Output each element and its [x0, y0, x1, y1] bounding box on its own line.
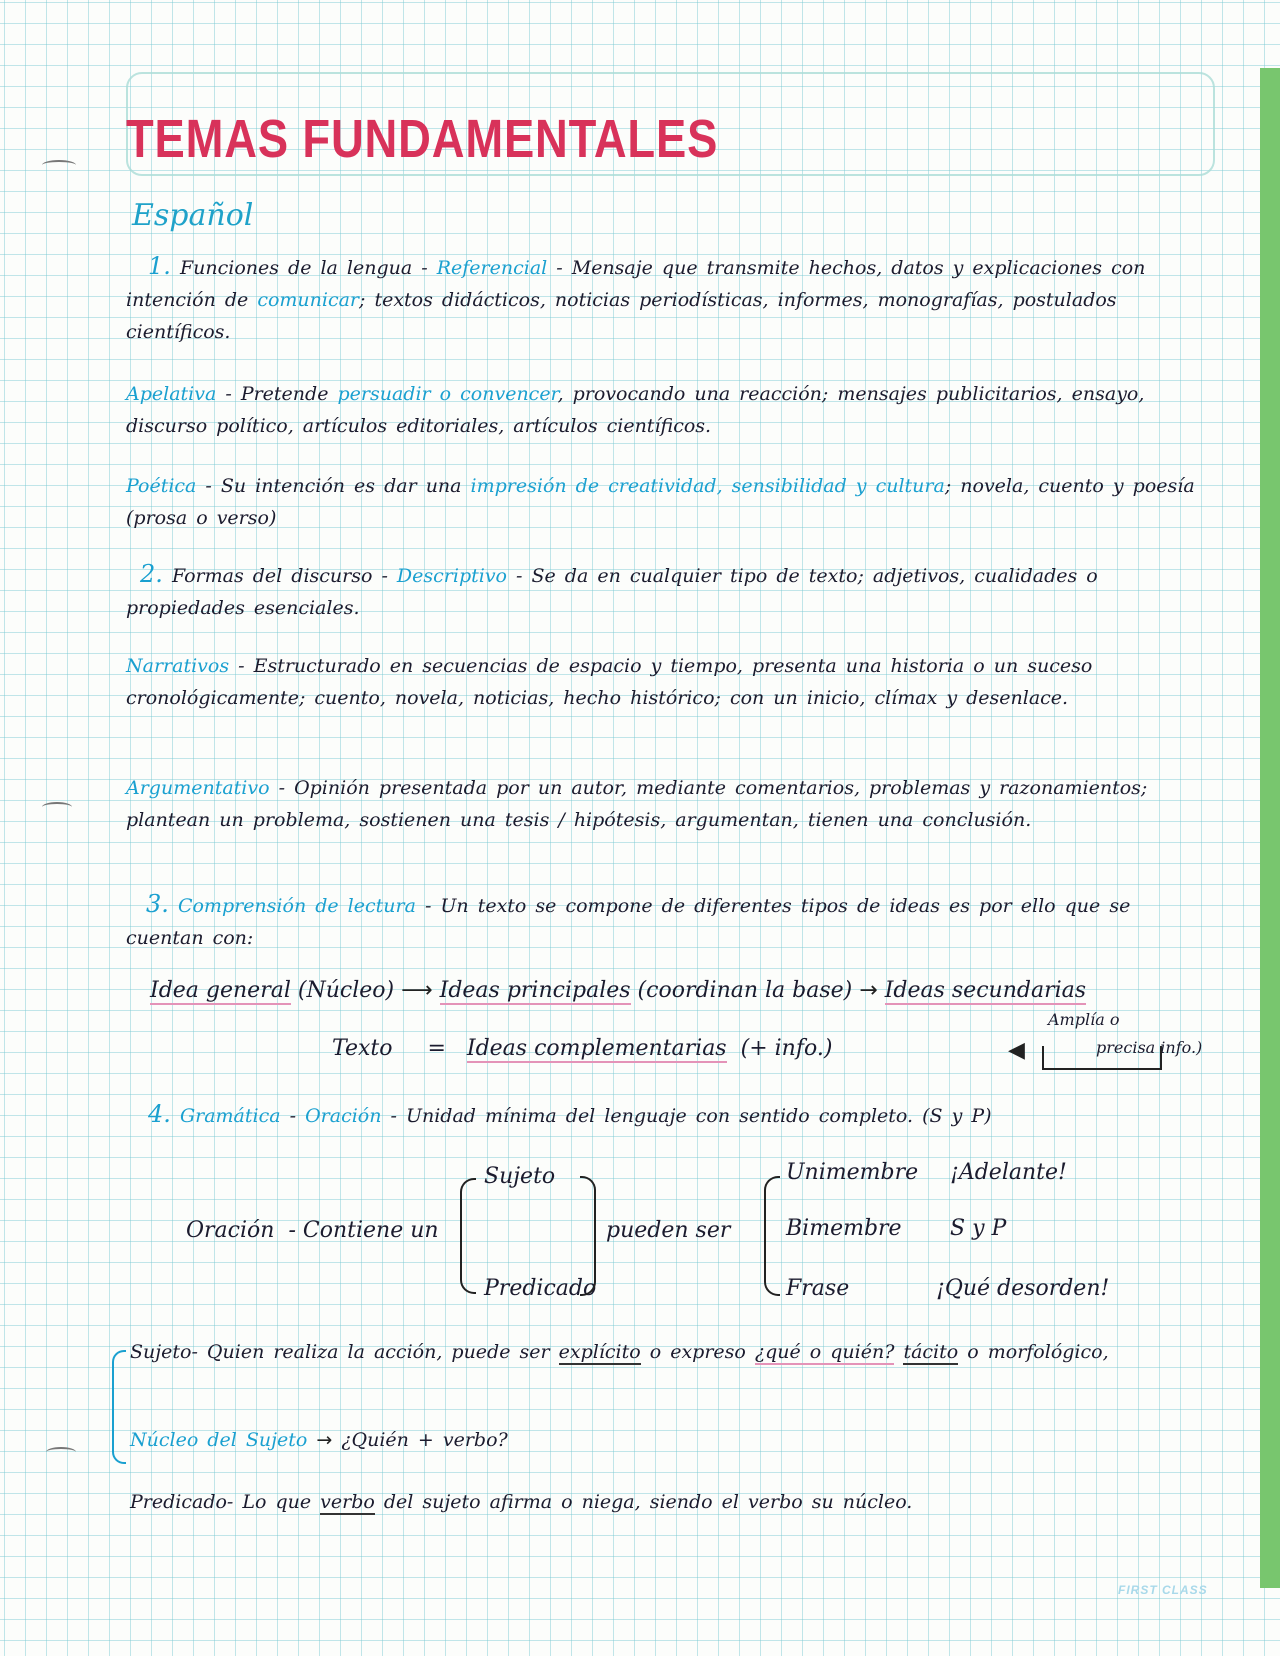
ideas-secundarias: Ideas secundarias	[884, 978, 1087, 1003]
descriptivo-text: Se da en cualquier tipo de texto; adjetivos, cualidades o propiedades esenciales.	[126, 565, 1098, 619]
type-bimembre: Bimembre	[786, 1216, 902, 1241]
morfologico-text: o morfológico,	[958, 1341, 1109, 1363]
paragraph-comprension: 3. Comprensión de lectura - Un texto se compone de diferentes tipos de ideas es por ello que se cuentan con:	[126, 890, 1131, 949]
subject-heading: Español	[132, 198, 254, 233]
poetica-examples: ; novela, cuento y poesía (prosa o verso)	[126, 475, 1195, 529]
paragraph-gramatica: 4. Gramática - Oración - Unidad mínima del lenguaje con sentido completo. (S y P)	[148, 1100, 992, 1128]
example-frase: ¡Qué desorden!	[936, 1276, 1110, 1301]
argumentativo-text: Opinión presentada por un autor, mediante comentarios, problemas y razonamientos; plantean un problema, sostienen una tesis / hipótesis, argumentan, tienen una conclusión.	[126, 777, 1148, 831]
equals-sign: =	[427, 1036, 446, 1061]
connector-bracket	[1042, 1046, 1162, 1070]
texto-label: Texto	[332, 1036, 393, 1061]
contiene-label: - Contiene un	[288, 1218, 439, 1243]
paragraph-referencial: 1. Funciones de la lengua - Referencial - Mensaje que transmite hechos, datos y explicaciones con intención de comunicar; textos didácticos, noticias periodísticas, informes, monografías, postulados científicos.	[126, 252, 1146, 343]
side-brace	[112, 1350, 126, 1464]
oracion-definition: Unidad mínima del lenguaje con sentido completo.	[405, 1105, 914, 1127]
term-argumentativo: Argumentativo	[126, 777, 270, 799]
arrow-right-icon: →	[859, 978, 878, 1003]
pueden-ser-label: pueden ser	[606, 1218, 731, 1243]
sujeto-text: - Quien realiza la acción, puede ser	[191, 1341, 559, 1363]
mas-info-label: (+ info.)	[740, 1036, 833, 1061]
paragraph-predicado	[130, 1486, 1210, 1518]
paragraph-descriptivo: 2. Formas del discurso - Descriptivo - Se da en cualquier tipo de texto; adjetivos, cualidades o propiedades esenciales.	[126, 560, 1098, 619]
verbo-word: verbo	[320, 1491, 375, 1513]
highlight-comunicar: comunicar	[257, 289, 360, 311]
highlight-creatividad: impresión de creatividad, sensibilidad y cultura	[470, 475, 945, 497]
brace-left	[460, 1178, 476, 1294]
paragraph-poetica: Poética - Su intención es dar una impresión de creatividad, sensibilidad y cultura; novela, cuento y poesía (prosa o verso)	[126, 475, 1195, 529]
sujeto-node: Sujeto	[484, 1164, 556, 1189]
ideas-complementarias: Ideas complementarias	[466, 1036, 727, 1061]
tacito-word: tácito	[903, 1341, 959, 1363]
expreso-text: o expreso	[640, 1341, 755, 1363]
notebook-brand: FIRST CLASS	[1118, 1583, 1208, 1597]
nucleo-label: (Núcleo)	[297, 978, 395, 1003]
type-frase: Frase	[786, 1276, 850, 1301]
idea-general: Idea general	[150, 978, 291, 1003]
term-sujeto: Sujeto	[130, 1341, 192, 1363]
ideas-principales: Ideas principales	[439, 978, 631, 1003]
poetica-text: Su intención es dar una	[220, 475, 471, 497]
binder-hole-mark	[46, 1447, 76, 1457]
ideas-row-1	[150, 978, 1086, 1003]
paragraph-apelativa: Apelativa - Pretende persuadir o convencer, provocando una reacción; mensajes publicitarios, ensayo, discurso político, artículos editoriales, artículos científicos.	[126, 383, 1145, 437]
oracion-node: Oración	[186, 1218, 275, 1243]
arrow-right-icon: →	[316, 1429, 333, 1451]
term-oracion: Oración	[305, 1105, 382, 1127]
amplia-note-line1: Amplía o	[1048, 1010, 1120, 1029]
section-heading: Formas del discurso	[171, 565, 373, 587]
question-que-quien: ¿qué o quién?	[754, 1341, 895, 1363]
arrow-left-icon: ◀	[1008, 1038, 1025, 1063]
predicado-node: Predicado	[484, 1276, 597, 1301]
predicado-text: - Lo que	[226, 1491, 321, 1513]
section-number: 1.	[148, 252, 171, 280]
example-bimembre: S y P	[950, 1216, 1007, 1241]
term-descriptivo: Descriptivo	[396, 565, 507, 587]
term-narrativos: Narrativos	[126, 655, 230, 677]
section-heading: Funciones de la lengua	[179, 257, 413, 279]
comprension-intro: Un texto se compone de diferentes tipos de ideas es por ello que se cuentan con:	[126, 895, 1131, 949]
brace-right	[580, 1176, 596, 1296]
binder-hole-mark	[42, 802, 72, 812]
term-apelativa: Apelativa	[126, 383, 217, 405]
paragraph-sujeto	[130, 1336, 1206, 1368]
coordinan-label: (coordinan la base)	[637, 978, 853, 1003]
term-referencial: Referencial	[436, 257, 548, 279]
term-predicado: Predicado	[130, 1491, 227, 1513]
example-unimembre: ¡Adelante!	[950, 1160, 1067, 1185]
referencial-examples: ; textos didácticos, noticias periodísticas, informes, monografías, postulados científicos.	[126, 289, 1117, 343]
paragraph-narrativos: Narrativos - Estructurado en secuencias de espacio y tiempo, presenta una historia o un suceso cronológicamente; cuento, novela, noticias, hecho histórico; con un inicio, clímax y desenlace.	[126, 655, 1093, 709]
paragraph-argumentativo: Argumentativo - Opinión presentada por un autor, mediante comentarios, problemas y razonamientos; plantean un problema, sostienen una tesis / hipótesis, argumentan, tienen una conclusión.	[126, 777, 1148, 831]
referencial-text: Mensaje que transmite hechos, datos y explicaciones con intención de	[126, 257, 1146, 311]
brace-types	[764, 1176, 780, 1296]
section-heading: Gramática	[179, 1105, 281, 1127]
section-number: 4.	[148, 1100, 171, 1128]
highlight-persuadir: persuadir o convencer	[337, 383, 558, 405]
predicado-rest: del sujeto afirma o niega, siendo el verbo su núcleo.	[374, 1491, 913, 1513]
section-number: 2.	[140, 560, 163, 588]
narrativos-text: Estructurado en secuencias de espacio y tiempo, presenta una historia o un suceso cronológicamente; cuento, novela, noticias, hecho histórico; con un inicio, clímax y desenlace.	[126, 655, 1093, 709]
page-title: TEMAS FUNDAMENTALES	[126, 109, 719, 169]
term-nucleo-sujeto: Núcleo del Sujeto	[130, 1429, 308, 1451]
apelativa-examples: , provocando una reacción; mensajes publicitarios, ensayo, discurso político, artículos editoriales, artículos científicos.	[126, 383, 1145, 437]
page-edge-tab	[1260, 68, 1280, 1588]
section-heading: Comprensión de lectura	[177, 895, 416, 917]
arrow-right-icon: ⟶	[401, 978, 433, 1003]
amplia-note-line2: precisa info.)	[1096, 1038, 1203, 1057]
type-unimembre: Unimembre	[786, 1160, 919, 1185]
term-poetica: Poética	[126, 475, 197, 497]
nucleo-sujeto-text: ¿Quién + verbo?	[341, 1429, 508, 1451]
ideas-row-2	[332, 1036, 832, 1061]
section-number: 3.	[146, 890, 169, 918]
sp-label: (S y P)	[922, 1105, 992, 1127]
apelativa-text: Pretende	[240, 383, 338, 405]
binder-hole-mark	[42, 160, 76, 170]
paragraph-nucleo-sujeto	[130, 1424, 1210, 1456]
diagram-oracion	[186, 1218, 439, 1243]
explicito-word: explícito	[558, 1341, 641, 1363]
